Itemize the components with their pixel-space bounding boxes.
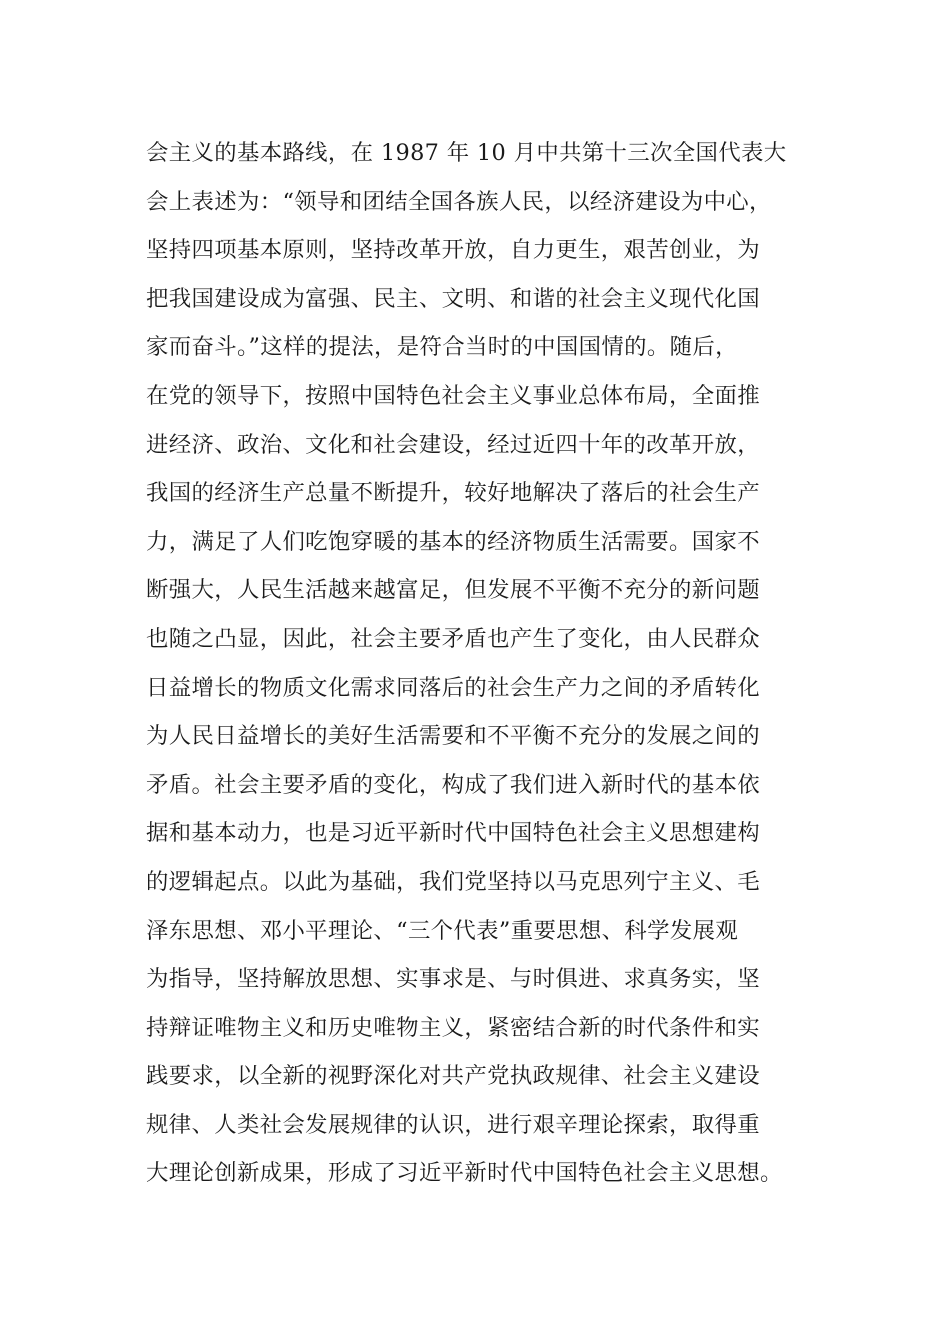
text-line: 日益增长的物质文化需求同落后的社会生产力之间的矛盾转化 xyxy=(146,674,760,701)
text-line: 践要求，以全新的视野深化对共产党执政规律、社会主义建设 xyxy=(146,1063,760,1090)
text-line: 为指导，坚持解放思想、实事求是、与时俱进、求真务实，坚 xyxy=(146,966,760,993)
text-line: 为人民日益增长的美好生活需要和不平衡不充分的发展之间的 xyxy=(146,723,760,750)
text-line: 会主义的基本路线，在 1987 年 10 月中共第十三次全国代表大 xyxy=(146,140,787,166)
text-line: 也随之凸显，因此，社会主要矛盾也产生了变化，由人民群众 xyxy=(146,625,760,652)
text-line: 把我国建设成为富强、民主、文明、和谐的社会主义现代化国 xyxy=(146,285,760,312)
text-line: 我国的经济生产总量不断提升，较好地解决了落后的社会生产 xyxy=(146,480,760,507)
text-line: 据和基本动力，也是习近平新时代中国特色社会主义思想建构 xyxy=(146,820,760,847)
text-line: 的逻辑起点。以此为基础，我们党坚持以马克思列宁主义、毛 xyxy=(146,868,760,895)
text-line: 家而奋斗。”这样的提法，是符合当时的中国国情的。随后， xyxy=(146,334,738,361)
text-line: 进经济、政治、文化和社会建设，经过近四十年的改革开放， xyxy=(146,431,760,458)
text-line: 泽东思想、邓小平理论、“三个代表”重要思想、科学发展观 xyxy=(146,917,739,944)
text-line: 大理论创新成果，形成了习近平新时代中国特色社会主义思想。 xyxy=(146,1160,783,1187)
text-line: 持辩证唯物主义和历史唯物主义，紧密结合新的时代条件和实 xyxy=(146,1014,760,1041)
text-line: 矛盾。社会主要矛盾的变化，构成了我们进入新时代的基本依 xyxy=(146,771,760,798)
body-text xyxy=(146,129,826,1198)
text-line: 断强大，人民生活越来越富足，但发展不平衡不充分的新问题 xyxy=(146,577,760,604)
text-line: 在党的领导下，按照中国特色社会主义事业总体布局，全面推 xyxy=(146,382,760,409)
text-line: 会上表述为：“领导和团结全国各族人民，以经济建设为中心， xyxy=(146,188,772,215)
text-line: 力，满足了人们吃饱穿暖的基本的经济物质生活需要。国家不 xyxy=(146,528,760,555)
text-line: 坚持四项基本原则，坚持改革开放，自力更生，艰苦创业，为 xyxy=(146,237,760,264)
text-line: 规律、人类社会发展规律的认识，进行艰辛理论探索，取得重 xyxy=(146,1111,760,1138)
